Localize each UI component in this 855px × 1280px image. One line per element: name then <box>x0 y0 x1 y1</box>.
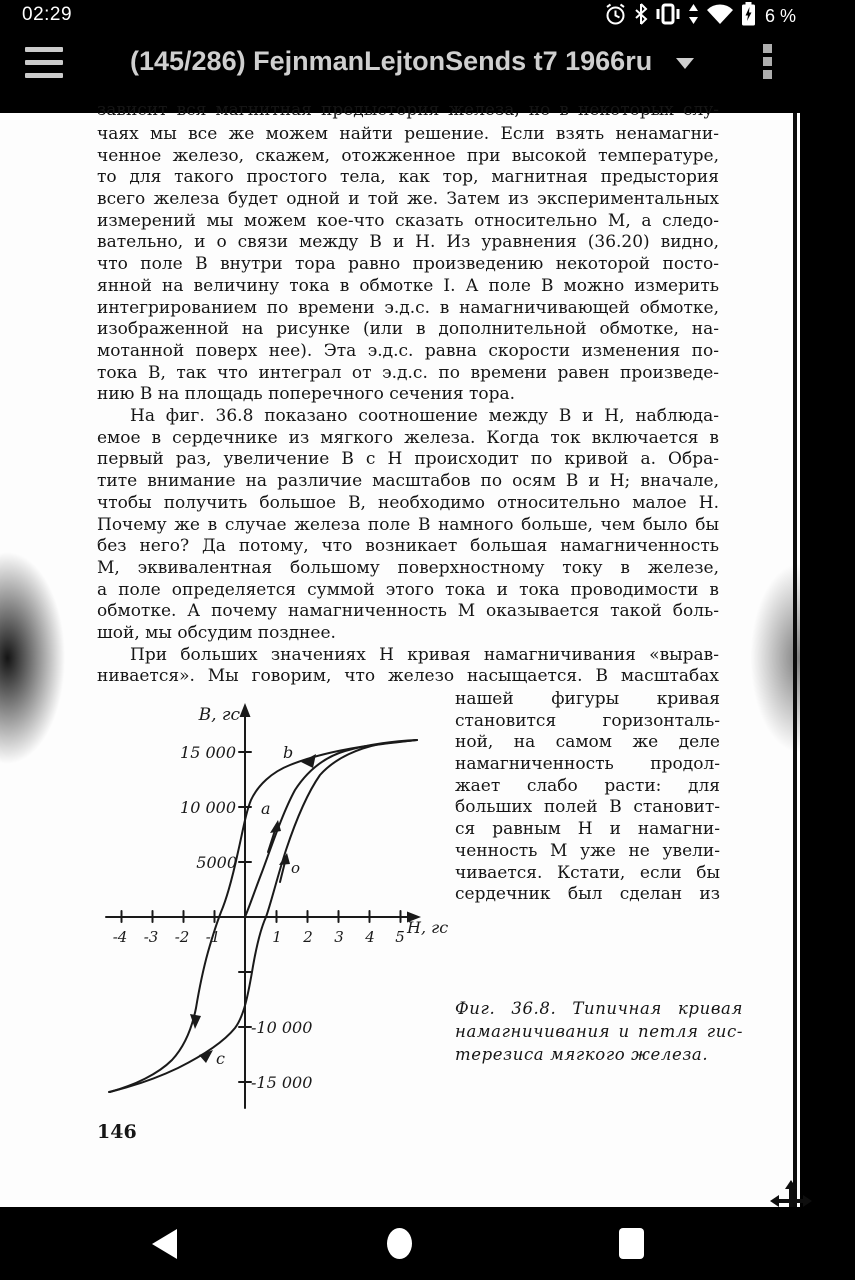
svg-text:2: 2 <box>303 928 313 946</box>
text-line: М, эквивалентная большому поверхностному току в железе, <box>97 557 719 578</box>
text-line: нашей фигуры кривая <box>455 689 720 709</box>
svg-text:-2: -2 <box>174 928 190 946</box>
svg-text:5000: 5000 <box>196 853 237 872</box>
page-edge-shadow-left <box>0 543 70 773</box>
page-edge-line <box>793 113 797 1207</box>
text-line: ченное железо, скажем, отожженное при высокой температуре, <box>97 145 719 166</box>
document-title[interactable]: (145/286) FejnmanLejtonSends t7 1966ru <box>130 46 653 76</box>
text-line: первый раз, увеличение В с Н происходит по кривой a. Обра- <box>97 449 719 470</box>
curve-label-o: o <box>291 859 301 877</box>
svg-text:15 000: 15 000 <box>180 743 236 762</box>
curve-label-a: a <box>261 799 271 818</box>
text-line: вательно, и о связи между В и Н. Из уравнения (36.20) видно, <box>97 232 719 253</box>
text-line: ченность М уже не увели- <box>455 840 720 861</box>
android-nav-bar <box>0 1207 800 1280</box>
text-line: жает слабо расти: для <box>455 775 720 796</box>
alarm-icon <box>604 3 627 30</box>
text-line: больших полей В становит- <box>455 797 720 818</box>
text-line: нию В на площадь поперечного сечения тора. <box>97 384 516 405</box>
home-button[interactable] <box>387 1228 412 1259</box>
paragraph-2 <box>97 406 719 645</box>
svg-text:3: 3 <box>334 928 344 946</box>
status-icons <box>604 3 796 29</box>
text-line: тока В, так что интеграл от э.д.с. по времени равен произведе- <box>97 362 719 383</box>
overflow-menu-icon[interactable] <box>763 44 773 83</box>
page-edge-shadow-right <box>745 553 855 763</box>
bluetooth-icon <box>634 3 648 29</box>
text-line: ной, на самом же деле <box>455 732 720 753</box>
text-line: Фиг. 36.8. Типичная кривая <box>455 999 743 1018</box>
figure-caption <box>455 997 743 1066</box>
svg-text:1: 1 <box>272 928 282 946</box>
book-page[interactable] <box>0 100 800 1207</box>
vibrate-icon <box>655 3 681 29</box>
text-line: чаях мы все же можем найти решение. Если взять ненамагни- <box>97 124 719 144</box>
svg-text:4: 4 <box>365 928 375 946</box>
text-line: а поле определяется суммой этого тока и тока проводимости в <box>97 579 719 600</box>
arrow-on-a <box>270 820 281 833</box>
svg-text:5: 5 <box>395 928 405 946</box>
recents-button[interactable] <box>619 1228 644 1259</box>
figure-x-axis-label: Н, гс <box>407 918 449 937</box>
text-line: измерений мы можем кое-что сказать относительно М, а следо- <box>97 210 719 231</box>
text-line: изображенной на рисунке (или в дополнительной обмотке, на- <box>97 319 719 340</box>
text-line: При больших значениях Н кривая намагничивания «вырав- <box>130 644 719 665</box>
data-arrows-icon <box>688 3 699 29</box>
text-line: терезиса мягкого железа. <box>455 1045 709 1064</box>
text-line: то для такого простого тела, как тор, магнитная предыстория <box>97 167 719 188</box>
figure-36-8-hysteresis-plot <box>90 695 450 1124</box>
page-number: 146 <box>97 1121 137 1143</box>
arrow-on-b <box>301 754 316 768</box>
curve-label-c: c <box>216 1049 225 1068</box>
text-line: чивается. Кстати, если бы <box>455 862 720 883</box>
text-line: что поле В внутри тора равно произведению некоторой посто- <box>97 254 719 275</box>
text-line: шой, мы обсудим позднее. <box>97 622 336 643</box>
text-line: мотанной поверх нее). Эта э.д.с. равна скорости изменения по- <box>97 340 719 361</box>
text-line: емое в сердечнике из мягкого железа. Когда ток включается в <box>97 427 719 448</box>
text-line: чтобы получить большое В, необходимо относительно малое Н. <box>97 492 719 513</box>
text-line: намагниченность продол- <box>455 754 720 775</box>
text-line: ся равным Н и намагни- <box>455 819 720 840</box>
wifi-icon <box>706 3 734 29</box>
svg-text:-10 000: -10 000 <box>251 1018 313 1037</box>
paragraph-3 <box>97 645 719 688</box>
figure-y-axis-label: В, гс <box>198 705 240 725</box>
text-line: без него? Да потому, что возникает большая намагниченность <box>97 536 719 557</box>
text-line: тите внимание на различие масштабов по осям В и Н; вначале, <box>97 471 719 492</box>
text-line: Почему же в случае железа поле В намного больше, чем было бы <box>97 514 719 535</box>
text-line: нивается». Мы говорим, что железо насыщается. В масштабах <box>97 666 719 687</box>
clipped-text-line: зависит вся магнитная предыстория железа, но в некоторых слу- <box>97 100 719 120</box>
hamburger-menu-icon[interactable] <box>25 47 63 79</box>
right-column-text <box>455 689 720 906</box>
text-line: намагничивания и петля гис- <box>455 1022 743 1041</box>
text-line: сердечник был сделан из <box>455 884 720 905</box>
clock-time: 02:29 <box>22 4 73 25</box>
svg-text:-15 000: -15 000 <box>251 1073 313 1092</box>
back-button[interactable] <box>152 1229 177 1259</box>
battery-charging-icon <box>741 2 756 30</box>
svg-text:-1: -1 <box>205 928 221 946</box>
paragraph-1 <box>97 124 719 406</box>
text-line: На фиг. 36.8 показано соотношение между В и Н, наблюда- <box>130 406 719 427</box>
svg-text:-3: -3 <box>143 928 159 946</box>
text-line: обмотке. А почему намагниченность М оказывается такой боль- <box>97 601 719 622</box>
curve-a <box>245 740 417 917</box>
y-axis-arrow <box>240 703 251 717</box>
text-line: интегрированием по времени э.д.с. в намагничивающей обмотке, <box>97 297 719 318</box>
status-bar <box>0 0 800 30</box>
chevron-down-icon[interactable] <box>676 58 694 69</box>
svg-text:10 000: 10 000 <box>180 798 236 817</box>
battery-percent: 6 % <box>764 5 796 26</box>
text-line: янной на величину тока в обмотке I. А поле В можно измерить <box>97 275 719 296</box>
text-line: становится горизонталь- <box>455 710 720 731</box>
svg-text:-4: -4 <box>112 928 128 946</box>
text-line: всего железа будет одной и той же. Затем из экспериментальных <box>97 189 719 210</box>
curve-label-b: b <box>283 743 294 762</box>
